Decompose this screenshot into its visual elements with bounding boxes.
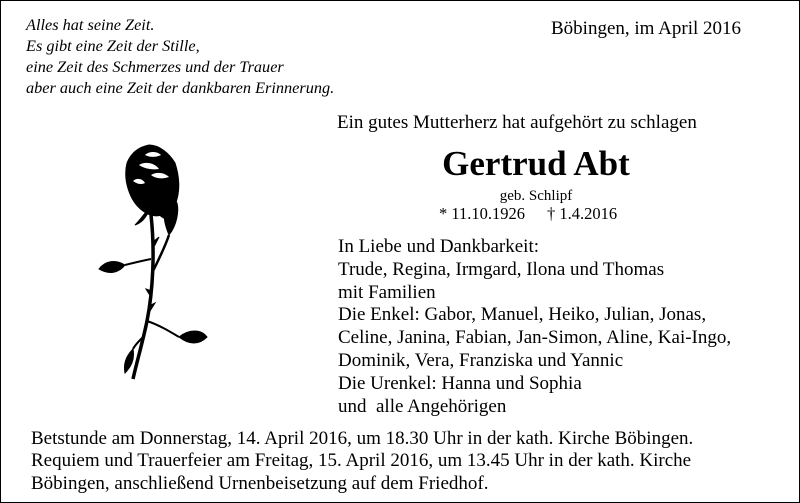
service-line: Betstunde am Donnerstag, 14. April 2016, um 18.30 Uhr in der kath. Kirche Böbingen. bbox=[31, 428, 694, 449]
quote-line: Es gibt eine Zeit der Stille, bbox=[26, 36, 200, 55]
mourners-list bbox=[338, 236, 731, 418]
birth-date: * 11.10.1926 bbox=[439, 204, 526, 223]
mourners-line: Dominik, Vera, Franziska und Yannic bbox=[338, 349, 624, 371]
mourners-line: Trude, Regina, Irmgard, Ilona und Thomas bbox=[338, 258, 665, 280]
quote-line: Alles hat seine Zeit. bbox=[26, 15, 155, 34]
quote-line: eine Zeit des Schmerzes und der Trauer bbox=[26, 57, 284, 76]
service-details bbox=[31, 428, 693, 495]
memorial-quote bbox=[26, 14, 334, 98]
rose-icon bbox=[89, 141, 229, 381]
maiden-name: geb. Schlipf bbox=[499, 188, 573, 204]
mourners-line: Die Urenkel: Hanna und Sophia bbox=[338, 372, 582, 394]
quote-line: aber auch eine Zeit der dankbaren Erinnerung. bbox=[26, 78, 335, 97]
death-date: † 1.4.2016 bbox=[547, 204, 618, 223]
service-line: Böbingen, anschließend Urnenbeisetzung auf dem Friedhof. bbox=[31, 472, 489, 494]
lead-text: Ein gutes Mutterherz hat aufgehört zu schlagen bbox=[337, 112, 697, 133]
mourners-line: und alle Angehörigen bbox=[338, 395, 507, 417]
deceased-name: Gertrud Abt bbox=[442, 144, 630, 183]
service-line: Requiem und Trauerfeier am Freitag, 15. April 2016, um 13.45 Uhr in der kath. Kirche bbox=[31, 450, 692, 472]
mourners-line: Die Enkel: Gabor, Manuel, Heiko, Julian, Jonas, bbox=[338, 304, 707, 326]
mourners-line: mit Familien bbox=[338, 281, 436, 303]
place-date: Böbingen, im April 2016 bbox=[551, 18, 741, 39]
life-dates bbox=[439, 204, 617, 224]
mourners-line: Celine, Janina, Fabian, Jan-Simon, Aline, Kai-Ingo, bbox=[338, 327, 732, 349]
mourners-line: In Liebe und Dankbarkeit: bbox=[338, 236, 540, 257]
